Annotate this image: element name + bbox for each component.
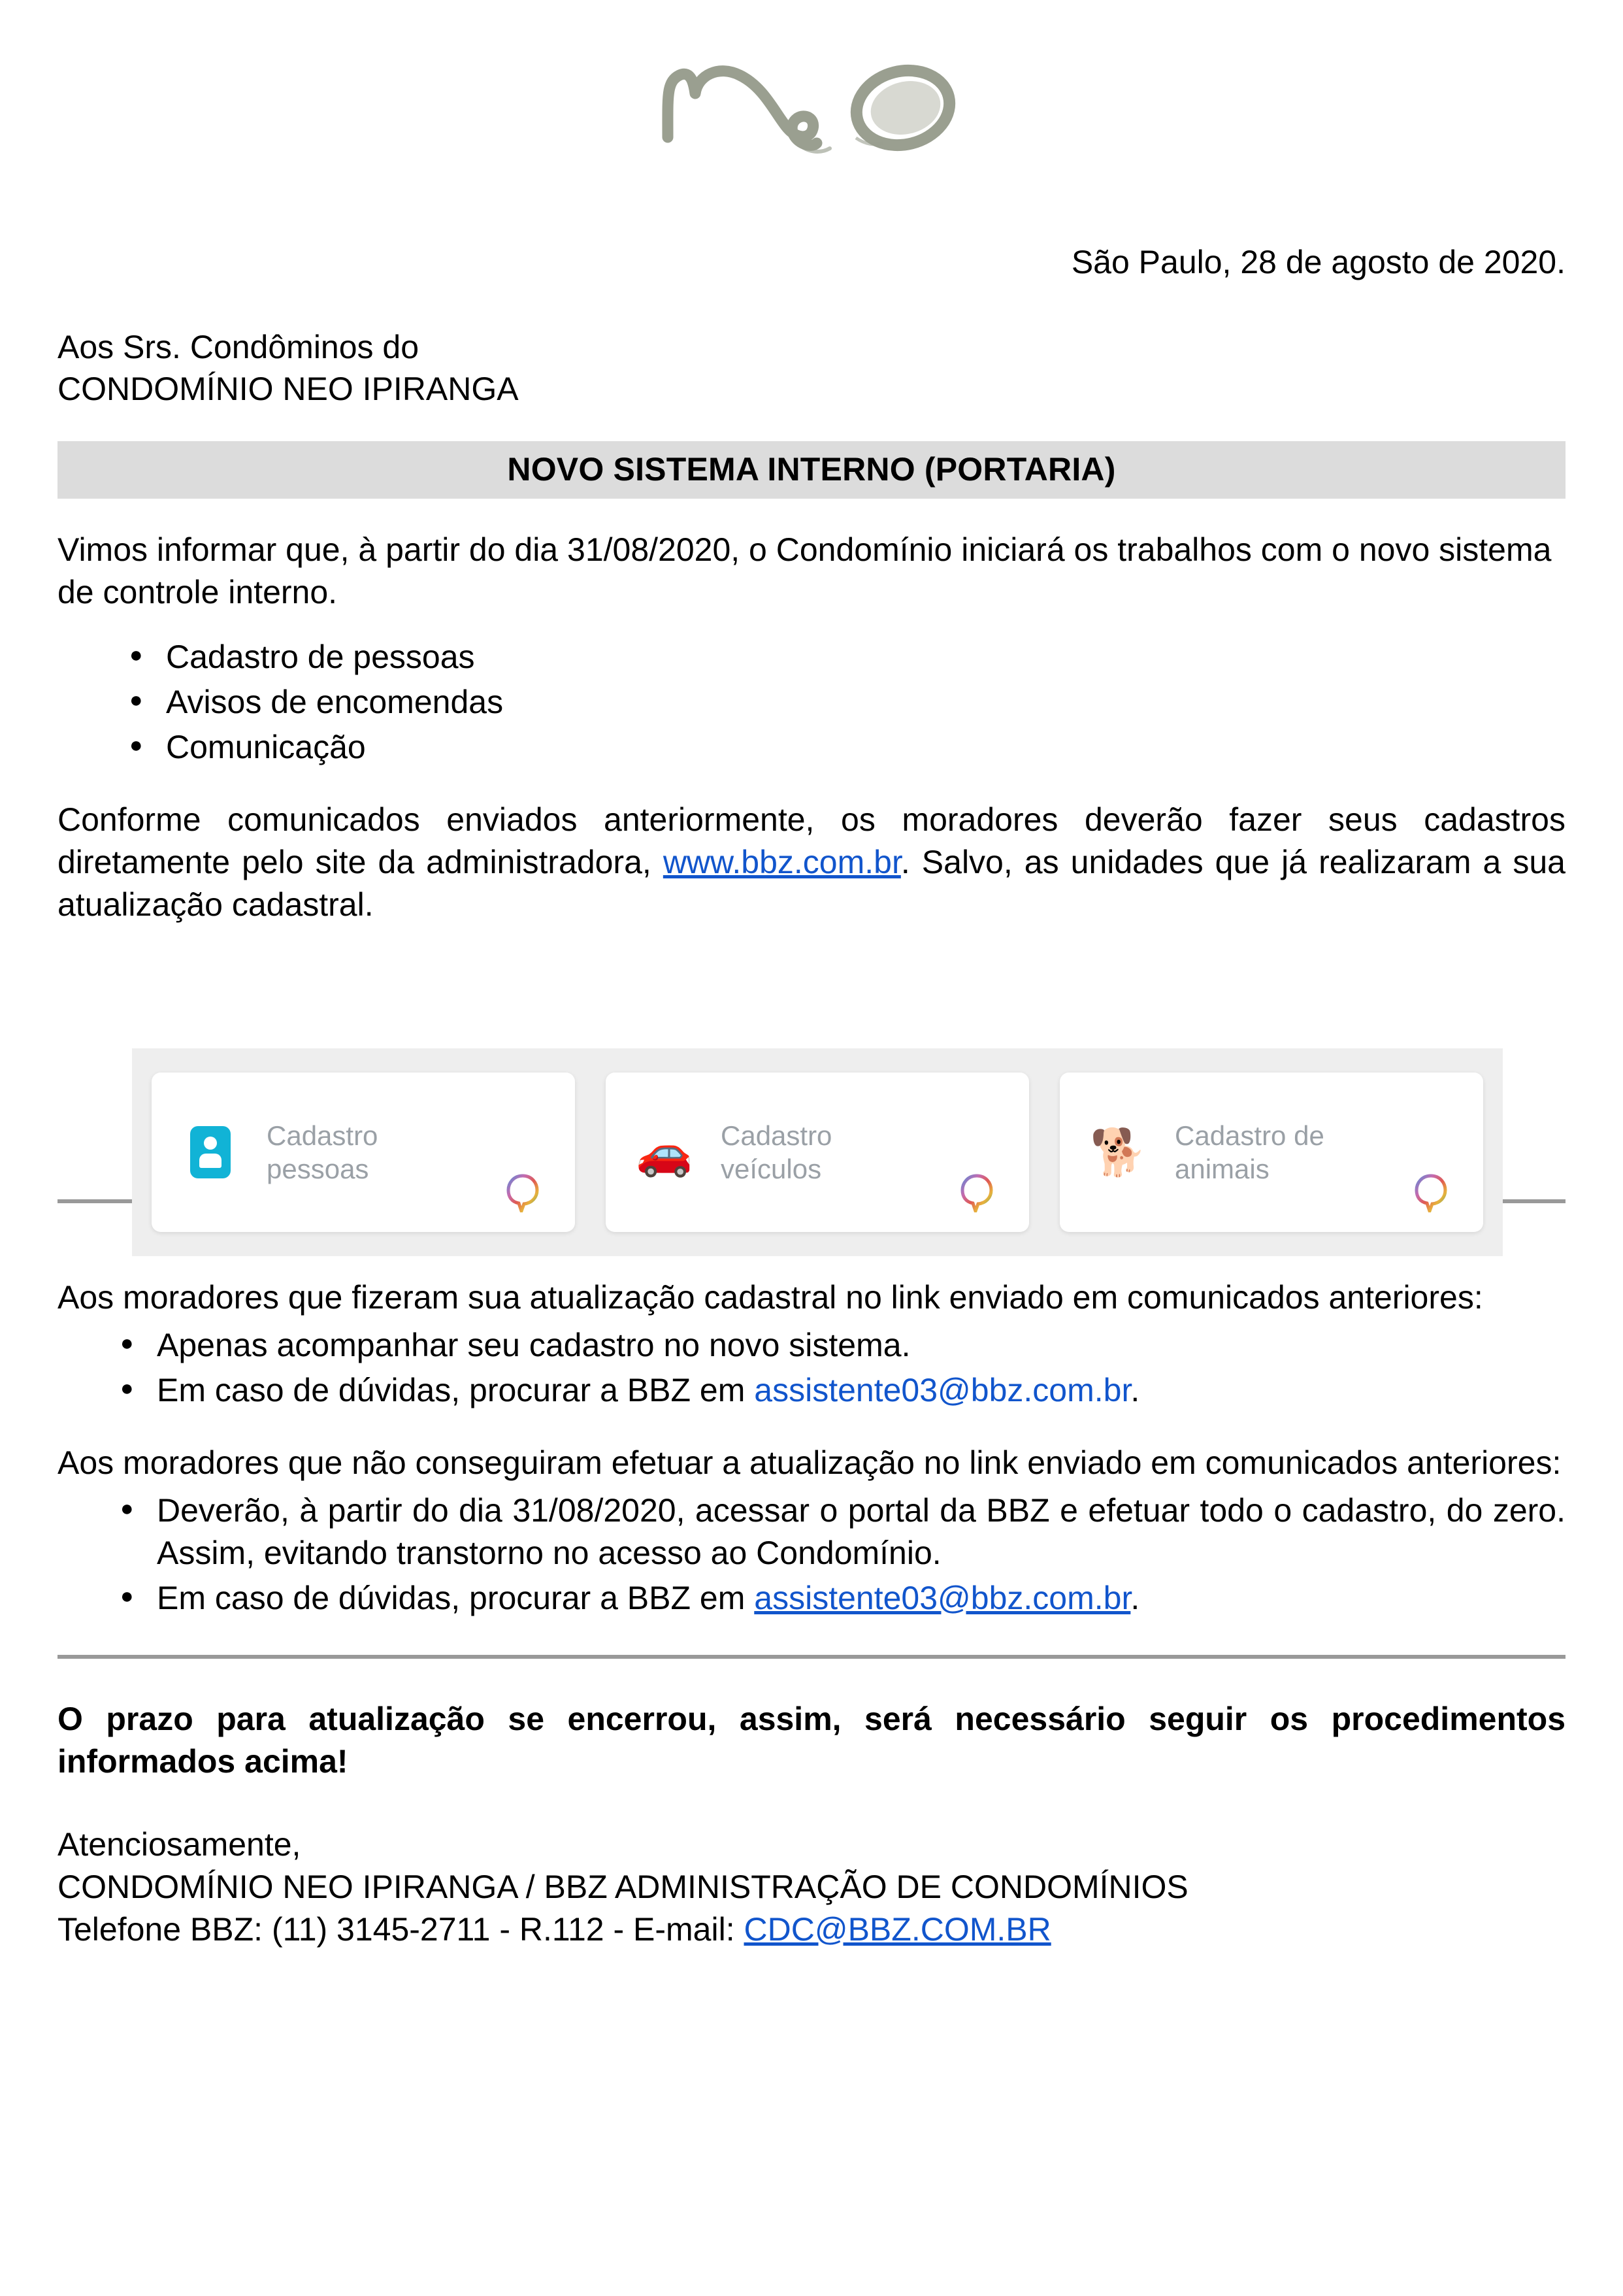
intro-paragraph: Vimos informar que, à partir do dia 31/08/2020, o Condomínio iniciará os trabalhos com o novo sistema de controle interno. (57, 531, 1552, 610)
contact-text-pre: Telefone BBZ: (11) 3145-2711 - R.112 - E-mail: (57, 1910, 744, 1948)
group1-bullet-list (57, 1324, 1566, 1412)
registration-paragraph (57, 799, 1566, 926)
assistente-email-link-2[interactable]: assistente03@bbz.com.br (754, 1579, 1131, 1616)
signature-block (57, 1823, 1566, 1951)
card-label-line1: Cadastro (267, 1120, 378, 1151)
list-item: ● Deverão, à partir do dia 31/08/2020, acessar o portal da BBZ e efetuar todo o cadastro, do zero. Assim, evitando transtorno no acesso ao Condomínio. (120, 1489, 1566, 1574)
card-label-pessoas (267, 1119, 378, 1186)
closing-line: Atenciosamente, (57, 1825, 301, 1863)
feature-bullet-list (57, 636, 1566, 769)
list-item: ● Avisos de encomendas (129, 681, 1566, 724)
card-cadastro-veiculos[interactable] (606, 1073, 1029, 1232)
system-screenshot-panel (132, 1048, 1503, 1256)
id-badge-body (199, 1154, 221, 1168)
card-label-line1: Cadastro (721, 1120, 832, 1151)
car-glyph: 🚗 (636, 1127, 693, 1178)
card-label-animais (1175, 1119, 1324, 1186)
list-item: ● Apenas acompanhar seu cadastro no novo sistema. (120, 1324, 1566, 1367)
cdc-email-link[interactable]: CDC@BBZ.COM.BR (744, 1910, 1051, 1948)
assistente-email-link-1[interactable]: assistente03@bbz.com.br (754, 1371, 1131, 1408)
divider-bottom (57, 1655, 1566, 1659)
list-item: ● Cadastro de pessoas (129, 636, 1566, 678)
group1-bullet2-pre: Em caso de dúvidas, procurar a BBZ em (157, 1371, 755, 1408)
card-label-line2: pessoas (267, 1154, 369, 1184)
date-line: São Paulo, 28 de agosto de 2020. (1071, 244, 1566, 280)
card-label-line2: animais (1175, 1154, 1270, 1184)
list-item (120, 1369, 1566, 1412)
card-label-line1: Cadastro de (1175, 1120, 1324, 1151)
addressee-line-1: Aos Srs. Condôminos do (57, 328, 419, 365)
car-icon (637, 1125, 692, 1180)
id-badge-shape (190, 1126, 231, 1178)
bbz-ring-logo-icon (1413, 1172, 1449, 1212)
card-cadastro-pessoas[interactable] (152, 1073, 575, 1232)
dog-icon (1091, 1125, 1146, 1180)
bbz-ring-logo-icon (959, 1172, 995, 1212)
card-label-veiculos (721, 1119, 832, 1186)
list-item (120, 1577, 1566, 1620)
contact-line (57, 1908, 1566, 1951)
group2-intro: Aos moradores que não conseguiram efetuar a atualização no link enviado em comunicados anteriores: (57, 1444, 1562, 1481)
group1-intro: Aos moradores que fizeram sua atualização cadastral no link enviado em comunicados anteriores: (57, 1278, 1483, 1316)
group1-bullet2-post: . (1130, 1371, 1140, 1408)
id-badge-icon (183, 1125, 238, 1180)
dog-glyph: 🐕 (1090, 1127, 1147, 1178)
subject-banner: NOVO SISTEMA INTERNO (PORTARIA) (57, 441, 1566, 499)
addressee-block (57, 326, 1566, 410)
card-label-line2: veículos (721, 1154, 822, 1184)
list-item: ● Comunicação (129, 726, 1566, 769)
letter-body (57, 0, 1566, 1951)
id-badge-head (204, 1137, 217, 1150)
addressee-line-2: CONDOMÍNIO NEO IPIRANGA (57, 370, 519, 407)
card-cadastro-animais[interactable] (1060, 1073, 1483, 1232)
bbz-website-link[interactable]: www.bbz.com.br (663, 843, 901, 880)
group2-bullet2-post: . (1130, 1579, 1140, 1616)
deadline-note: O prazo para atualização se encerrou, assim, será necessário seguir os procedimentos informados acima! (57, 1700, 1566, 1780)
signature-org: CONDOMÍNIO NEO IPIRANGA / BBZ ADMINISTRAÇÃO DE CONDOMÍNIOS (57, 1868, 1189, 1905)
bbz-ring-logo-icon (504, 1172, 541, 1212)
group2-bullet2-pre: Em caso de dúvidas, procurar a BBZ em (157, 1579, 755, 1616)
group2-bullet-list (57, 1489, 1566, 1620)
registration-text-pre: Conforme comunicados enviados anteriormente, os moradores deverão fazer seus cadastros diretamente pelo site da administradora, (57, 801, 1566, 880)
registration-text-post: . Salvo, as unidades que já realizaram a sua atualização cadastral. (57, 843, 1566, 923)
